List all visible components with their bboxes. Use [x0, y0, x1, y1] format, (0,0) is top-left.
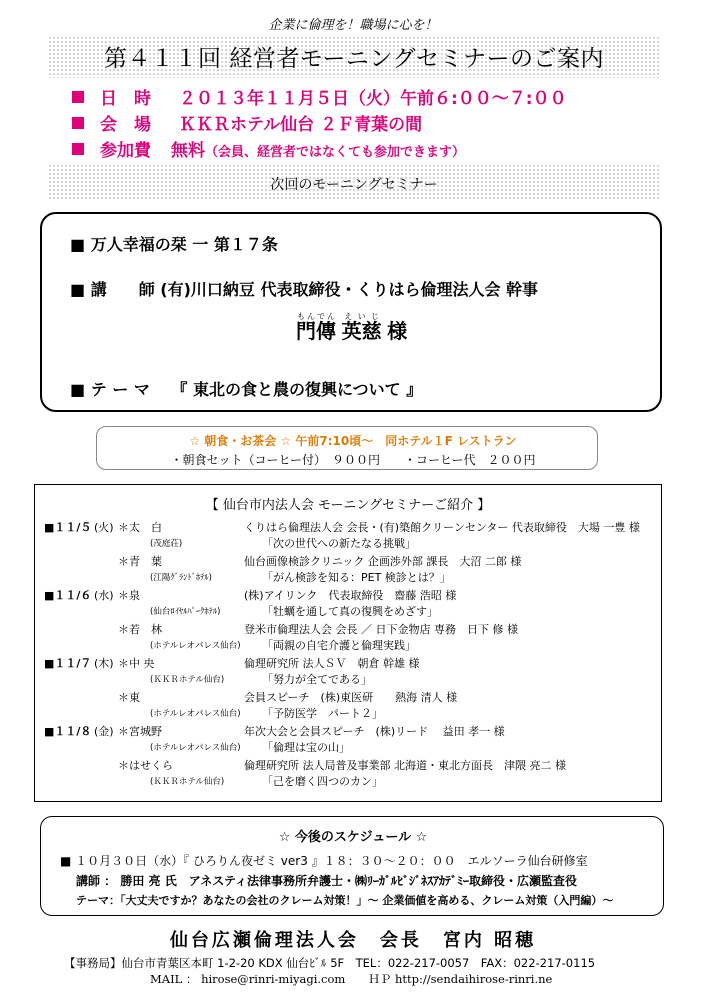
office-address: 【事務局】仙台市青葉区本町 1-2-20 KDX 仙台ﾋﾞﾙ 5F TEL：022-217-0057 FAX：022-217-0115 — [64, 956, 596, 970]
seminar-branch: ＊東 — [118, 691, 140, 704]
seminar-speaker: 年次大会と会員スピーチ (株)リード 益田 孝一 様 — [244, 725, 505, 738]
schedule-theme: テーマ：「大丈夫ですか？あなたの会社のクレーム対策！」～ 企業価値を高める、クレーム対策（入門編）～ — [76, 894, 614, 907]
seminar-branch: ＊はせくら — [118, 759, 173, 772]
breakfast-line: ☆ 朝食・お茶会 ☆ 午前7:10頃～ 同ホテル１F レストラン — [189, 434, 517, 448]
info-value: 無料 — [171, 141, 205, 161]
bullet-square-icon — [72, 117, 84, 129]
schedule-event: ■ １０月３０日（水）『 ひろりん夜ゼミ ver3 』１８：３０～２０：００ エルソーラ仙台研修室 — [60, 854, 588, 868]
seminar-branch: ＊太 白 — [118, 521, 162, 534]
info-date-row — [72, 84, 567, 109]
seminar-date: ■１１/６ — [44, 589, 92, 602]
seminar-date: ■１１/８ — [44, 725, 92, 738]
seminar-venue: (茂庭荘) — [150, 539, 183, 549]
seminar-venue: (ホテルレオパレス仙台) — [150, 641, 241, 651]
seminar-venue: (江陽ｸﾞﾗﾝﾄﾞﾎﾃﾙ) — [150, 573, 212, 583]
seminar-weekday: (火) — [94, 521, 114, 534]
seminar-speaker: 会員スピーチ (株)東医研 熱海 清人 様 — [244, 691, 458, 704]
seminar-branch: ＊青 葉 — [118, 555, 162, 568]
seminar-date: ■１１/７ — [44, 657, 92, 670]
seminar-theme: 「次の世代への新たなる挑戦」 — [262, 537, 416, 550]
seminar-theme: 「予防医学 パート２」 — [262, 707, 383, 720]
next-item-chapter: ■ 万人幸福の栞 一 第１７条 — [70, 235, 278, 254]
seminar-theme: 「牡蠣を通して真の復興をめざす」 — [262, 605, 438, 618]
speaker-given-name-ruby: えいじ — [341, 312, 382, 321]
seminar-speaker: 仙台画像検診クリニック 企画渉外部 課長 大沼 二郎 様 — [244, 555, 522, 568]
seminar-theme: 「倫理は宝の山」 — [262, 741, 350, 754]
seminar-venue: (ホテルレオパレス仙台) — [150, 709, 241, 719]
schedule-title: ☆ 今後のスケジュール ☆ — [278, 830, 428, 845]
next-seminar-heading: 次回のモーニングセミナー — [270, 177, 438, 193]
seminar-speaker: 登米市倫理法人会 会長 ／ 日下金物店 専務 日下 修 様 — [244, 623, 518, 636]
seminar-date: ■１１/５ — [44, 521, 92, 534]
speaker-honorific: 様 — [387, 319, 408, 343]
seminar-weekday: (水) — [94, 589, 114, 602]
speaker-given-name: 英慈 — [341, 319, 382, 343]
info-fee-row — [72, 136, 465, 161]
info-label: 参加費 — [100, 141, 151, 161]
seminar-speaker: (株)アイリンク 代表取締役 齋藤 浩昭 様 — [244, 589, 457, 602]
seminar-weekday: (木) — [94, 657, 114, 670]
schedule-lecturer: 講師 ： 勝田 亮 氏 アネスティ法律事務所弁護士・㈱ﾘｰｶﾞﾙﾋﾞｼﾞﾈｽｱｶﾃﾞﾐｰ取締役・広瀬監査役 — [76, 874, 578, 888]
seminar-speaker: くりはら倫理法人会 会長・(有)築館クリーンセンター 代表取締役 大場 一豊 様 — [244, 521, 640, 534]
slogan: 企業に倫理を！職場に心を！ — [268, 18, 438, 33]
next-item-theme: ■ テ ー マ 『 東北の食と農の復興について 』 — [70, 380, 423, 399]
info-value: ＫＫＲホテル仙台 ２Ｆ青葉の間 — [179, 115, 423, 135]
info-value: ２０１３年１１月５日（火）午前６:００～７:００ — [179, 89, 567, 109]
intro-title: 【 仙台市内法人会 モーニングセミナーご紹介 】 — [205, 498, 491, 513]
speaker-name — [296, 312, 407, 344]
organization-name: 仙台広瀬倫理法人会 会長 宮内 昭穂 — [169, 930, 537, 951]
seminar-theme: 「両親の自宅介護と倫理実践」 — [262, 639, 416, 652]
seminar-venue: (ＫＫＲホテル仙台) — [150, 777, 225, 787]
seminar-speaker: 倫理研究所 法人局普及事業部 北海道・東北方面長 津隈 亮二 様 — [244, 759, 566, 772]
seminar-speaker: 倫理研究所 法人ＳＶ 朝倉 幹雄 様 — [244, 657, 420, 670]
next-item-lecturer: ■ 講 師 (有)川口納豆 代表取締役・くりはら倫理法人会 幹事 — [70, 280, 539, 299]
seminar-branch: ＊宮城野 — [118, 725, 162, 738]
bullet-square-icon — [72, 91, 84, 103]
speaker-surname: 門傳 — [296, 319, 336, 343]
bullet-square-icon — [72, 143, 84, 155]
seminar-theme: 「己を磨く四つのカン」 — [262, 775, 383, 788]
info-label: 会 場 — [100, 115, 151, 135]
seminar-venue: (ＫＫＲホテル仙台) — [150, 675, 225, 685]
seminar-theme: 「がん検診を知る：PET 検診とは？」 — [262, 571, 451, 584]
info-note: （会員、経営者ではなくても参加できます） — [205, 145, 466, 160]
seminar-venue: (仙台ﾛｲﾔﾙﾊﾟｰｸﾎﾃﾙ) — [150, 607, 221, 617]
seminar-venue: (ホテルレオパレス仙台) — [150, 743, 241, 753]
breakfast-prices: ・朝食セット（コーヒー付） ９００円 ・コーヒー代 ２００円 — [170, 453, 536, 467]
seminar-theme: 「努力が全てである」 — [262, 673, 372, 686]
seminar-branch: ＊中 央 — [118, 657, 155, 670]
page-title: 第４１１回 経営者モーニングセミナーのご案内 — [104, 46, 604, 72]
speaker-surname-ruby: もんでん — [296, 312, 336, 321]
seminar-branch: ＊若 林 — [118, 623, 162, 636]
seminar-branch: ＊泉 — [118, 589, 140, 602]
info-label: 日 時 — [100, 89, 151, 109]
info-venue-row — [72, 110, 422, 135]
seminar-weekday: (金) — [94, 725, 114, 738]
contact-mail-hp: MAIL ： hirose@rinri-miyagi.com ＨＰ http://sendaihirose-rinri.ne — [150, 972, 553, 986]
